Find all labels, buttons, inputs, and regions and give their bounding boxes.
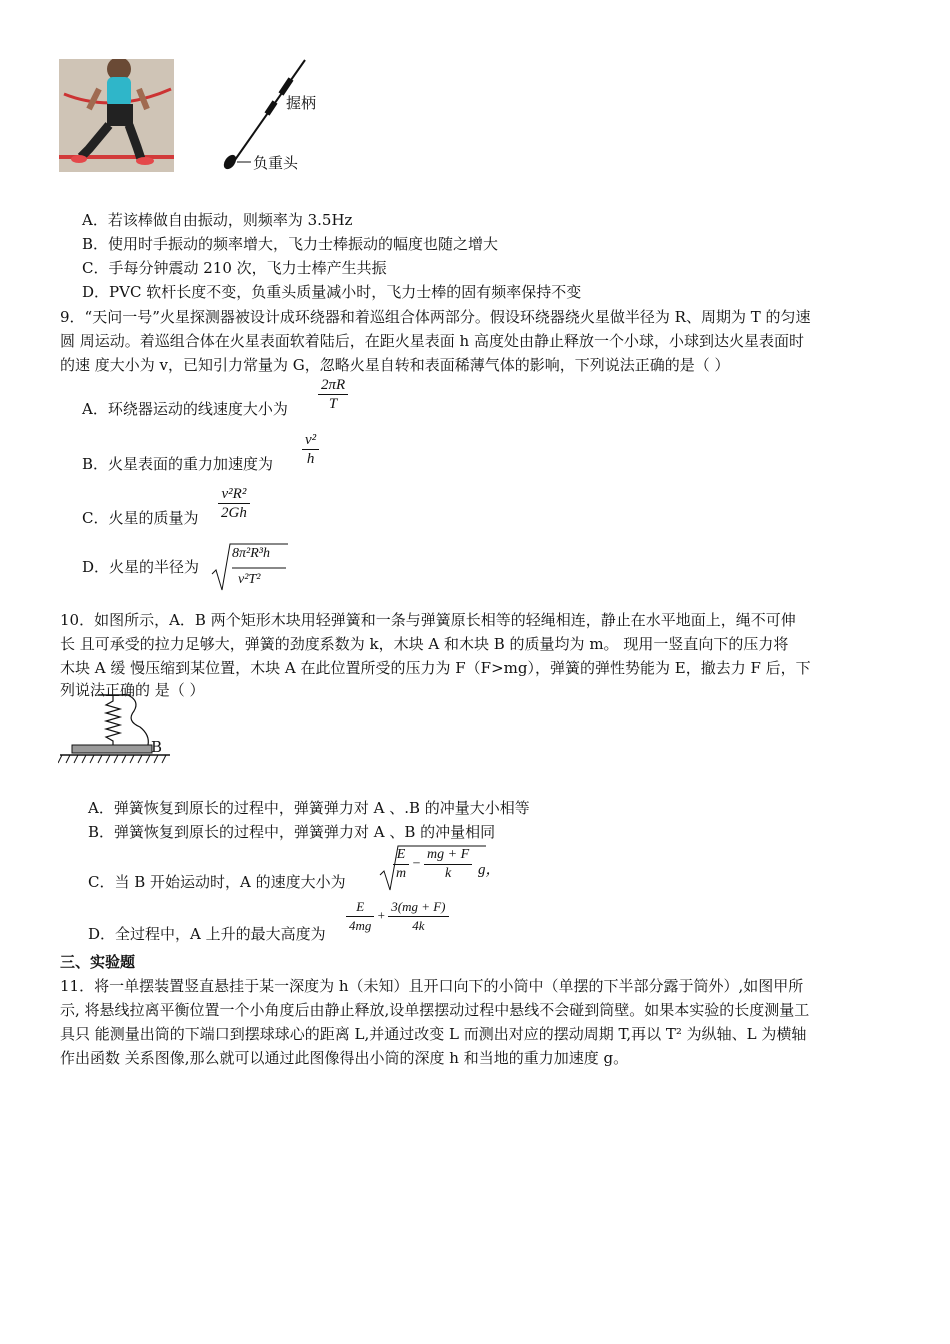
q11-stem-line-1: 11．将一单摆装置竖直悬挂于某一深度为 h（未知）且开口向下的小筒中（单摆的下半部分露于筒外）,如图甲所 (60, 977, 804, 995)
q9-option-d: D．火星的半径为 (82, 558, 200, 576)
label-handle: 握柄 (286, 94, 317, 112)
q9-option-a-formula: $\frac{2\pi R}{T}$ (318, 376, 348, 413)
athlete-photo (59, 59, 174, 172)
q11-stem-line-4: 作出函数 关系图像,那么就可以通过此图像得出小筒的深度 h 和当地的重力加速度 g。 (60, 1049, 629, 1067)
q9-option-d-denominator: v²T² (238, 572, 261, 587)
q8-option-b: B．使用时手振动的频率增大，飞力士棒振动的幅度也随之增大 (82, 235, 499, 253)
q10-option-d-formula: $\frac{E}{4mg}$ + $\frac{3(mg + F)}{4k}$ (346, 898, 449, 935)
q9-option-b-formula: $\frac{\text{v²}}{h}$ (302, 431, 319, 468)
q10-option-c: C．当 B 开始运动时，A 的速度大小为 (88, 873, 346, 891)
q10-stem-line-3: 木块 A 缓 慢压缩到某位置，木块 A 在此位置所受的压力为 F（F>mg），弹簧的弹性势能为 E，撤去力 F 后，下 (60, 659, 811, 677)
q10-option-b: B．弹簧恢复到原长的过程中，弹簧弹力对 A 、B 的冲量相同 (88, 823, 496, 841)
q10-stem-line-1: 10．如图所示，A．B 两个矩形木块用轻弹簧和一条与弹簧原长相等的轻绳相连，静止在水平地面上，绳不可伸 (60, 611, 796, 629)
q9-stem-line-2: 圆 周运动。着巡组合体在火星表面软着陆后，在距火星表面 h 高度处由静止释放一个小球，小球到达火星表面时 (60, 332, 804, 350)
q9-option-b: B．火星表面的重力加速度为 (82, 455, 274, 473)
q10-stem-line-4: 列说法正确的 是（ ） (60, 681, 205, 699)
q10-option-c-tail: g， (478, 862, 501, 878)
q10-stem-line-2: 长 且可承受的拉力足够大，弹簧的劲度系数为 k，木块 A 和木块 B 的质量均为 m。 现用一竖直向下的压力将 (60, 635, 789, 653)
q9-option-a: A．环绕器运动的线速度大小为 (82, 400, 288, 418)
q10-option-d: D．全过程中，A 上升的最大高度为 (88, 925, 326, 943)
section-title-experiment: 三、实验题 (60, 953, 136, 971)
q9-stem-line-1: 9．“天问一号”火星探测器被设计成环绕器和着巡组合体两部分。假设环绕器绕火星做半径为 R、周期为 T 的匀速 (60, 308, 811, 326)
q10-option-c-formula: $\frac{E}{m}$ − $\frac{mg + F}{k}$ (393, 846, 472, 883)
q8-option-a: A．若该棒做自由振动，则频率为 3.5Hz (82, 211, 353, 229)
q10-option-a: A．弹簧恢复到原长的过程中，弹簧弹力对 A 、.B 的冲量大小相等 (88, 799, 530, 817)
q9-option-d-numerator: 8π²R³h (232, 546, 270, 561)
q9-stem-line-3: 的速 度大小为 v，已知引力常量为 G，忽略火星自转和表面稀薄气体的影响，下列说法正确的是（ ） (60, 356, 730, 374)
diagram-label-b: B (151, 738, 163, 756)
q8-option-c: C．手每分钟震动 210 次，飞力士棒产生共振 (82, 259, 387, 277)
q9-option-c: C．火星的质量为 (82, 509, 199, 527)
q9-option-c-formula: $\frac{\text{v²R²}}{2Gh}$ (218, 485, 250, 522)
q11-stem-line-2: 示, 将悬线拉离平衡位置一个小角度后由静止释放,设单摆摆动过程中悬线不会碰到筒壁。如果本实验的长度测量工 (60, 1001, 810, 1019)
q8-option-d: D．PVC 软杆长度不变，负重头质量减小时，飞力士棒的固有频率保持不变 (82, 283, 582, 301)
q11-stem-line-3: 具只 能测量出筒的下端口到摆球球心的距离 L,并通过改变 L 而测出对应的摆动周期 T,再以 T² 为纵轴、L 为横轴 (60, 1025, 807, 1043)
label-weighted-head: 负重头 (253, 154, 299, 172)
